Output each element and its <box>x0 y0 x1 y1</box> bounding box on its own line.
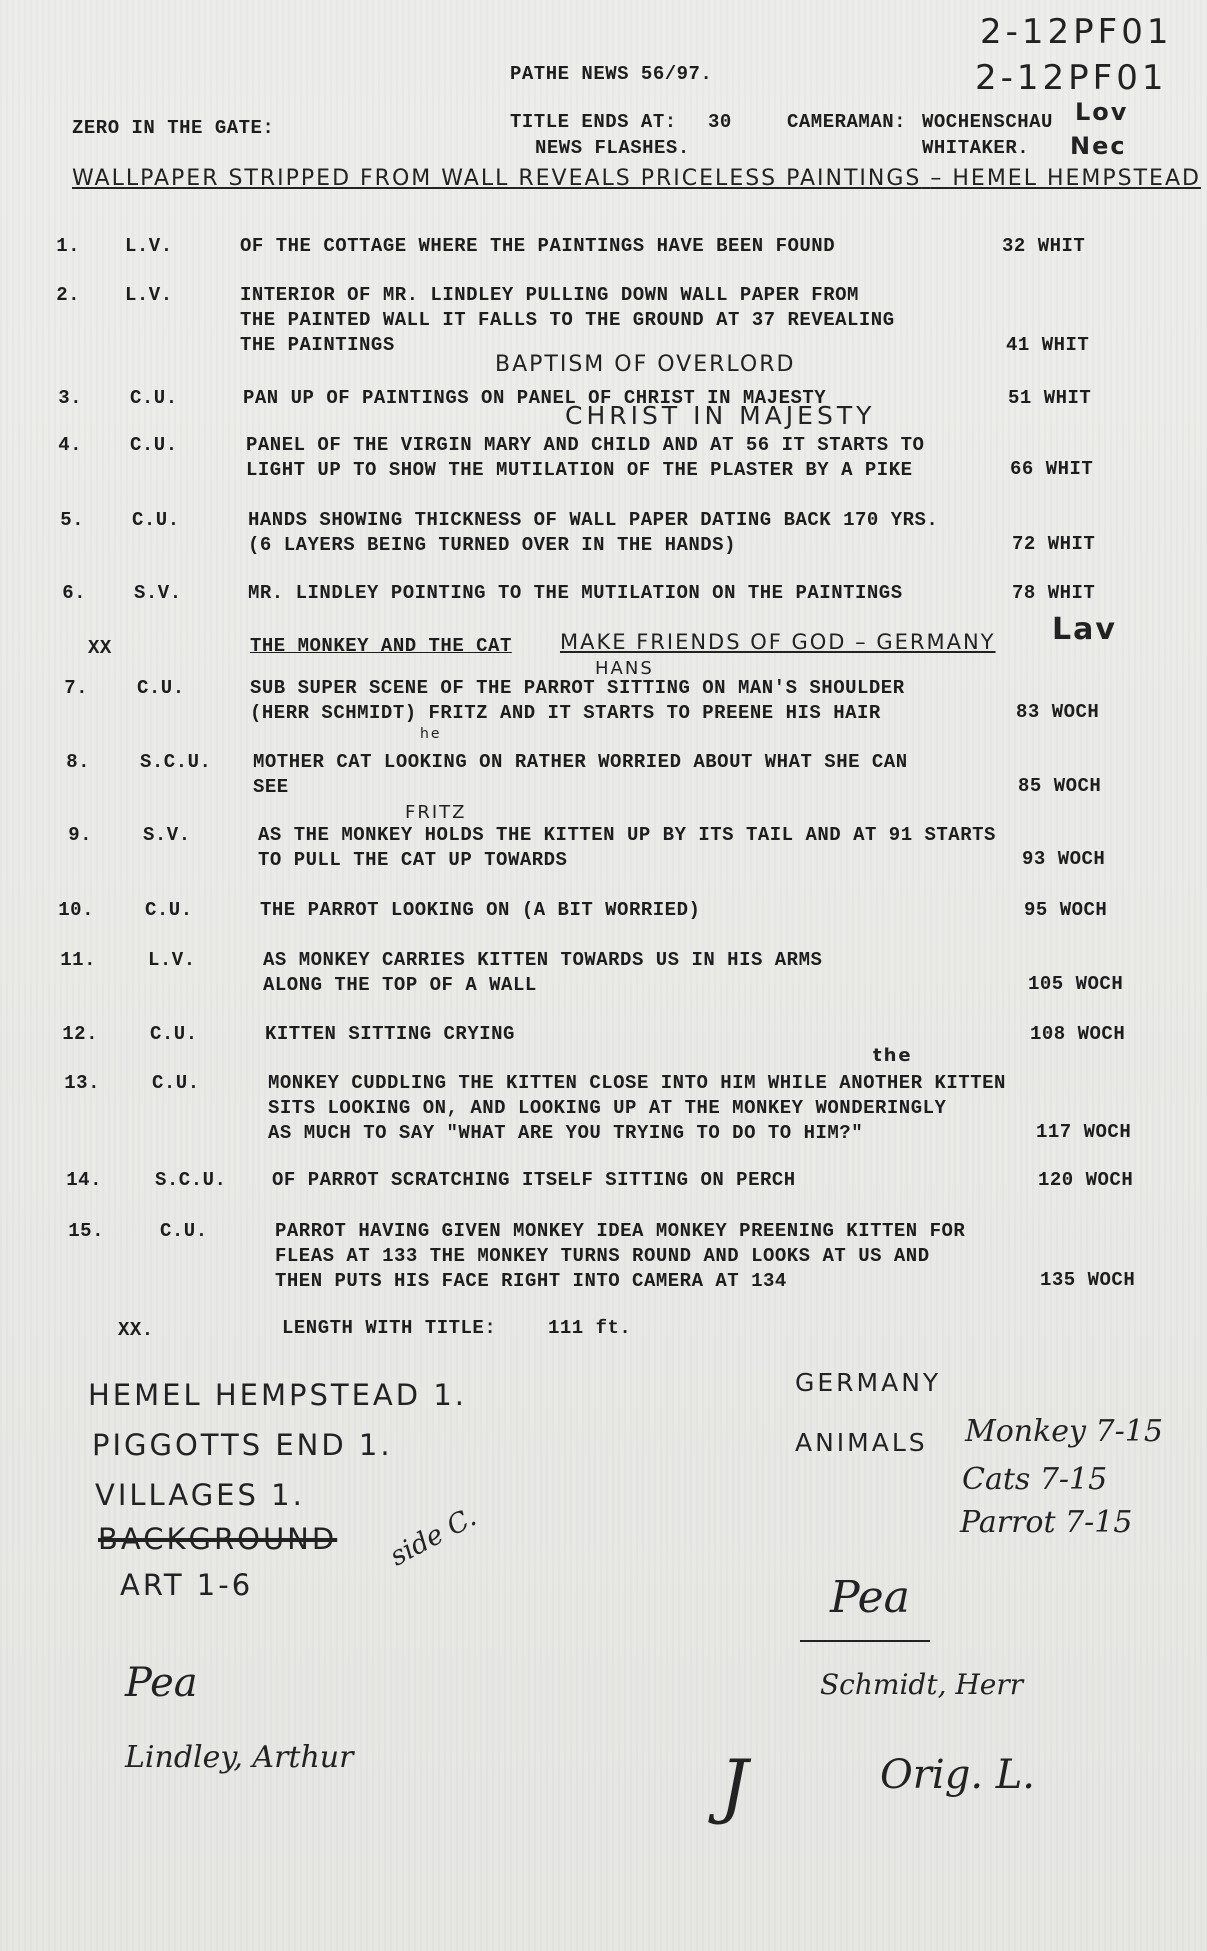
length-marker: XX. <box>118 1319 154 1341</box>
shot-footage: 32 WHIT <box>1002 235 1086 257</box>
handwritten-hans-note: HANS <box>595 658 654 679</box>
shot-footage: 66 WHIT <box>1010 458 1094 480</box>
title-ends-label: TITLE ENDS AT: <box>510 111 677 133</box>
index-side-note: side C. <box>385 1501 482 1573</box>
shot-description: KITTEN SITTING CRYING <box>265 1023 515 1045</box>
right-initials-underline <box>800 1640 930 1642</box>
shot-description: PARROT HAVING GIVEN MONKEY IDEA MONKEY PREENING KITTEN FOR FLEAS AT 133 THE MONKEY TURNS ROUND AND LOOKS AT US AND THEN PUTS HIS FACE RIGHT INTO CAMERA AT 134 <box>275 1220 966 1292</box>
story1-handwritten-title <box>72 166 1201 191</box>
shot-type: S.V. <box>134 582 182 604</box>
shot-type: S.V. <box>143 824 191 846</box>
shot-footage: 93 WOCH <box>1022 848 1106 870</box>
index-cats: Cats 7-15 <box>962 1462 1108 1497</box>
shot-number: 6. <box>62 582 86 604</box>
shot-type: L.V. <box>125 235 173 257</box>
index-hemel-hempstead: HEMEL HEMPSTEAD 1. <box>88 1378 467 1412</box>
shot-number: 5. <box>60 509 84 531</box>
index-piggotts-end: PIGGOTTS END 1. <box>92 1428 393 1462</box>
shot-description: MOTHER CAT LOOKING ON RATHER WORRIED ABOUT WHAT SHE CAN SEE <box>253 751 908 798</box>
shot-number: 12. <box>62 1023 98 1045</box>
index-art: ART 1-6 <box>120 1568 254 1602</box>
shot-type: C.U. <box>152 1072 200 1094</box>
right-initials: Pea <box>830 1572 910 1623</box>
shot-footage: 105 WOCH <box>1028 973 1124 995</box>
shot-footage: 95 WOCH <box>1024 899 1108 921</box>
length-label: LENGTH WITH TITLE: <box>282 1317 497 1339</box>
shot-footage: 78 WHIT <box>1012 582 1096 604</box>
handwritten-the-note: the <box>873 1045 913 1066</box>
shot-description: MR. LINDLEY POINTING TO THE MUTILATION ON THE PAINTINGS <box>248 582 903 604</box>
story1-title-location: – HEMEL HEMPSTEAD <box>930 166 1201 191</box>
shot-number: 15. <box>68 1220 104 1242</box>
story1-title-main: WALLPAPER STRIPPED FROM WALL REVEALS PRICELESS PAINTINGS <box>72 166 922 191</box>
archive-code-top: 2-12PF01 <box>980 12 1173 52</box>
shot-type: C.U. <box>137 677 185 699</box>
shot-number: 13. <box>64 1072 100 1094</box>
shot-description: OF THE COTTAGE WHERE THE PAINTINGS HAVE BEEN FOUND <box>240 235 836 257</box>
shot-type: C.U. <box>130 434 178 456</box>
shot-description: AS MONKEY CARRIES KITTEN TOWARDS US IN HIS ARMS ALONG THE TOP OF A WALL <box>263 949 823 996</box>
section-marker: XX <box>88 637 112 659</box>
shot-number: 1. <box>56 235 80 257</box>
shot-number: 4. <box>58 434 82 456</box>
news-subtitle: NEWS FLASHES. <box>535 137 690 159</box>
right-mark: J <box>720 1745 749 1827</box>
shot-footage: 135 WOCH <box>1040 1269 1136 1291</box>
shot-footage: 72 WHIT <box>1012 533 1096 555</box>
shot-description: INTERIOR OF MR. LINDLEY PULLING DOWN WALL PAPER FROM THE PAINTED WALL IT FALLS TO THE GROUND AT 37 REVEALING THE PAINTINGS <box>240 284 895 356</box>
handwritten-cameraman-note-2: Nec <box>1070 132 1127 160</box>
shot-description: OF PARROT SCRATCHING ITSELF SITTING ON PERCH <box>272 1169 796 1191</box>
index-germany: GERMANY <box>795 1368 942 1397</box>
index-animals: ANIMALS <box>795 1428 928 1457</box>
shot-type: C.U. <box>132 509 180 531</box>
shot-type: C.U. <box>130 387 178 409</box>
original-note: Orig. L. <box>880 1752 1036 1798</box>
index-background-struck: BACKGROUND <box>98 1522 338 1556</box>
shot-description: SUB SUPER SCENE OF THE PARROT SITTING ON MAN'S SHOULDER (HERR SCHMIDT) FRITZ AND IT STARTS TO PREENE HIS HAIR <box>250 677 905 724</box>
index-parrot: Parrot 7-15 <box>960 1505 1133 1540</box>
shot-number: 14. <box>66 1169 102 1191</box>
shot-number: 11. <box>60 949 96 971</box>
shot-footage: 51 WHIT <box>1008 387 1092 409</box>
right-name: Schmidt, Herr <box>820 1668 1024 1701</box>
cameraman-whitaker: WHITAKER. <box>922 137 1030 159</box>
shot-type: C.U. <box>160 1220 208 1242</box>
section2-title: THE MONKEY AND THE CAT <box>250 635 512 657</box>
cameraman-wochenschau: WOCHENSCHAU <box>922 111 1053 133</box>
shot-type: L.V. <box>125 284 173 306</box>
handwritten-section-note: Lav <box>1052 612 1117 647</box>
shot-description: PAN UP OF PAINTINGS ON PANEL OF CHRIST IN MAJESTY <box>243 387 827 409</box>
length-value: 111 ft. <box>548 1317 632 1339</box>
shot-number: 7. <box>64 677 88 699</box>
shot-number: 10. <box>58 899 94 921</box>
shot-type: S.C.U. <box>155 1169 227 1191</box>
shot-type: C.U. <box>150 1023 198 1045</box>
shot-footage: 41 WHIT <box>1006 334 1090 356</box>
left-name: Lindley, Arthur <box>125 1740 354 1775</box>
handwritten-baptism-note: BAPTISM OF OVERLORD <box>495 352 796 377</box>
zero-in-gate-label: ZERO IN THE GATE: <box>72 117 275 139</box>
archive-code-bottom: 2-12PF01 <box>975 58 1168 98</box>
index-monkey: Monkey 7-15 <box>965 1414 1163 1449</box>
handwritten-fritz-note: FRITZ <box>405 802 467 823</box>
left-initials: Pea <box>125 1660 198 1706</box>
shot-number: 2. <box>56 284 80 306</box>
shot-number: 3. <box>58 387 82 409</box>
shot-number: 8. <box>66 751 90 773</box>
shot-type: L.V. <box>148 949 196 971</box>
handwritten-christ-note: CHRIST IN MAJESTY <box>565 401 876 430</box>
cameraman-label: CAMERAMAN: <box>787 111 907 133</box>
shot-description: AS THE MONKEY HOLDS THE KITTEN UP BY ITS TAIL AND AT 91 STARTS TO PULL THE CAT UP TOWARDS <box>258 824 996 871</box>
section2-handwritten-title: MAKE FRIENDS OF GOD – GERMANY <box>560 630 996 654</box>
title-ends-value: 30 <box>708 111 732 133</box>
shot-description: THE PARROT LOOKING ON (A BIT WORRIED) <box>260 899 701 921</box>
handwritten-cameraman-note-1: Lov <box>1075 98 1129 126</box>
shot-description: PANEL OF THE VIRGIN MARY AND CHILD AND AT 56 IT STARTS TO LIGHT UP TO SHOW THE MUTILATION OF THE PLASTER BY A PIKE <box>246 434 925 481</box>
shot-number: 9. <box>68 824 92 846</box>
shot-footage: 85 WOCH <box>1018 775 1102 797</box>
shot-footage: 83 WOCH <box>1016 701 1100 723</box>
handwritten-he-note: he <box>420 726 442 742</box>
shot-footage: 117 WOCH <box>1036 1121 1132 1143</box>
index-villages: VILLAGES 1. <box>95 1478 305 1512</box>
document-title: PATHE NEWS 56/97. <box>510 63 713 85</box>
shot-footage: 120 WOCH <box>1038 1169 1134 1191</box>
shot-type: C.U. <box>145 899 193 921</box>
shot-description: HANDS SHOWING THICKNESS OF WALL PAPER DATING BACK 170 YRS. (6 LAYERS BEING TURNED OVER IN THE HANDS) <box>248 509 939 556</box>
shot-footage: 108 WOCH <box>1030 1023 1126 1045</box>
shot-type: S.C.U. <box>140 751 212 773</box>
shot-description: MONKEY CUDDLING THE KITTEN CLOSE INTO HIM WHILE ANOTHER KITTEN SITS LOOKING ON, AND LOOKING UP AT THE MONKEY WONDERINGLY AS MUCH TO SAY "WHAT ARE YOU TRYING TO DO TO HIM?" <box>268 1072 1006 1144</box>
